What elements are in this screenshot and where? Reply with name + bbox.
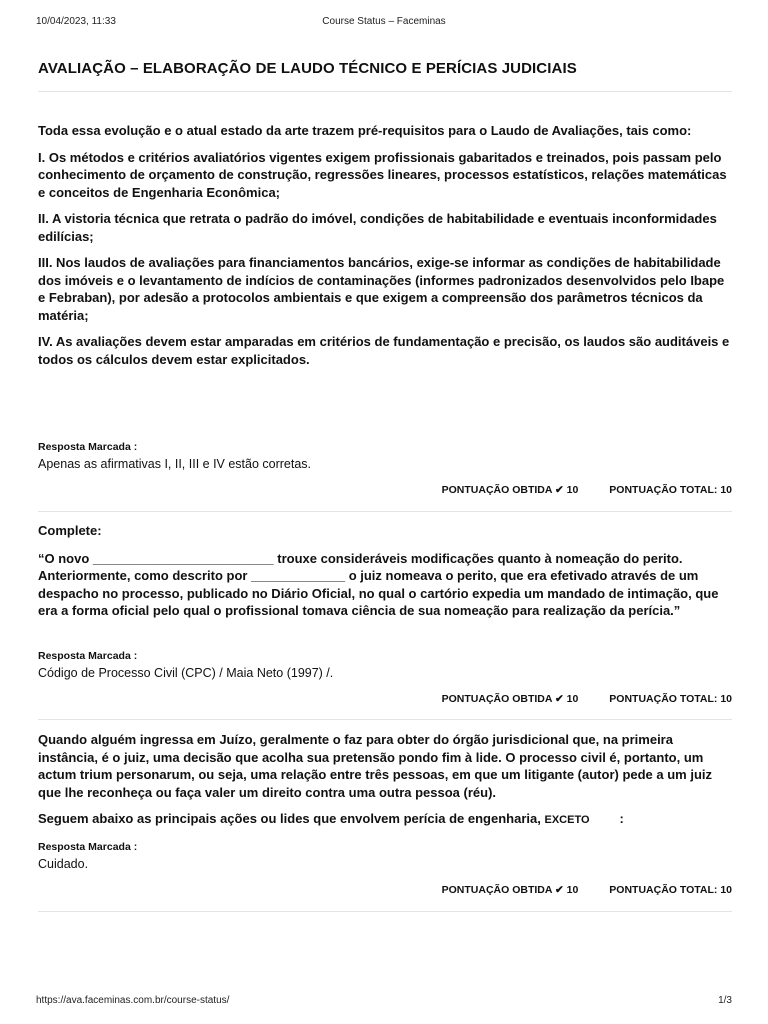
answer-label: Resposta Marcada : (38, 441, 138, 453)
answer-label: Resposta Marcada : (38, 841, 138, 853)
answer-label: Resposta Marcada : (38, 650, 138, 662)
print-footer (36, 995, 732, 1009)
question-divider (38, 911, 732, 912)
score-obtained: PONTUAÇÃO OBTIDA ✔ 10 (441, 693, 579, 705)
question-3-text: Quando alguém ingressa em Juízo, geralmente o faz para obter do órgão jurisdicional que, na primeira instância, é o juiz, uma decisão que acolha sua pretensão pondo fim à lide. O processo civil é, portanto, um actum trium personarum, ou seja, uma relação entre três pessoas, em que um litigante (autor) pede a um juiz que lhe reconheça ou faça valer um direito contra uma outra pessoa (réu). (38, 732, 713, 800)
question-divider (38, 719, 732, 720)
print-page-title: Course Status – Faceminas (322, 16, 446, 27)
question-1-item-ii: II. A vistoria técnica que retrata o padrão do imóvel, condições de habitabilidade e eventuais inconformidades edilícias; (38, 211, 717, 244)
score-obtained: PONTUAÇÃO OBTIDA ✔ 10 (441, 884, 579, 896)
question-1 (38, 122, 732, 377)
question-1-item-i: I. Os métodos e critérios avaliatórios vigentes exigem profissionais gabaritados e treinados, pois passam pelo conhecimento de orçamento de construção, regressões lineares, processos estatísticos, relações matemáticas e conceitos de Engenharia Econômica; (38, 149, 727, 200)
title-divider (38, 91, 732, 92)
question-2 (38, 522, 732, 629)
print-datetime: 10/04/2023, 11:33 (36, 16, 116, 27)
question-3 (38, 731, 732, 839)
question-1-intro: Toda essa evolução e o atual estado da arte trazem pré-requisitos para o Laudo de Avaliações, tais como: (38, 123, 692, 138)
answer-value: Cuidado. (38, 857, 89, 871)
print-url: https://ava.faceminas.com.br/course-status/ (36, 995, 230, 1006)
score-obtained: PONTUAÇÃO OBTIDA ✔ 10 (441, 484, 579, 496)
question-3-prompt-text: Seguem abaixo as principais ações ou lides que envolvem perícia de engenharia, (38, 811, 541, 826)
question-divider (38, 511, 732, 512)
score-row (442, 693, 732, 705)
page-title: AVALIAÇÃO – ELABORAÇÃO DE LAUDO TÉCNICO E PERÍCIAS JUDICIAIS (38, 60, 577, 77)
question-3-prompt-colon: : (619, 811, 624, 826)
score-row (442, 884, 732, 896)
score-total: PONTUAÇÃO TOTAL: 10 (609, 693, 732, 705)
print-header (36, 16, 732, 30)
page-number: 1/3 (718, 995, 732, 1006)
answer-value: Código de Processo Civil (CPC) / Maia Neto (1997) /. (38, 666, 334, 680)
question-2-text: “O novo _________________________ trouxe consideráveis modificações quanto à nomeação do perito. Anteriormente, como descrito por _____________ o juiz nomeava o perito, que era efetivado através de um despacho no processo, publicado no Diário Oficial, no qual o cartório expedia um mandado de intimação, que era a forma oficial pelo qual o profissional tomava ciência de sua nomeação para realização da perícia.” (38, 550, 719, 618)
score-total: PONTUAÇÃO TOTAL: 10 (609, 884, 732, 896)
question-1-item-iv: IV. As avaliações devem estar amparadas em critérios de fundamentação e precisão, os laudos são auditáveis e todos os cálculos devem estar explicitados. (38, 334, 730, 367)
question-3-prompt (38, 810, 732, 830)
score-row (442, 484, 732, 496)
score-total: PONTUAÇÃO TOTAL: 10 (609, 484, 732, 496)
question-1-item-iii: III. Nos laudos de avaliações para financiamentos bancários, exige-se informar as condições de habitabilidade dos imóveis e o levantamento de indícios de contaminações (informes padronizados desenvolvidos pelo Ibape e Febraban), por adesão a protocolos ambientais e que exigem a compreensão dos parâmetros técnicos da matéria; (38, 255, 725, 323)
answer-value: Apenas as afirmativas I, II, III e IV estão corretas. (38, 457, 312, 471)
question-2-instruction: Complete: (38, 523, 102, 538)
question-3-exception-keyword: EXCETO (544, 814, 590, 826)
